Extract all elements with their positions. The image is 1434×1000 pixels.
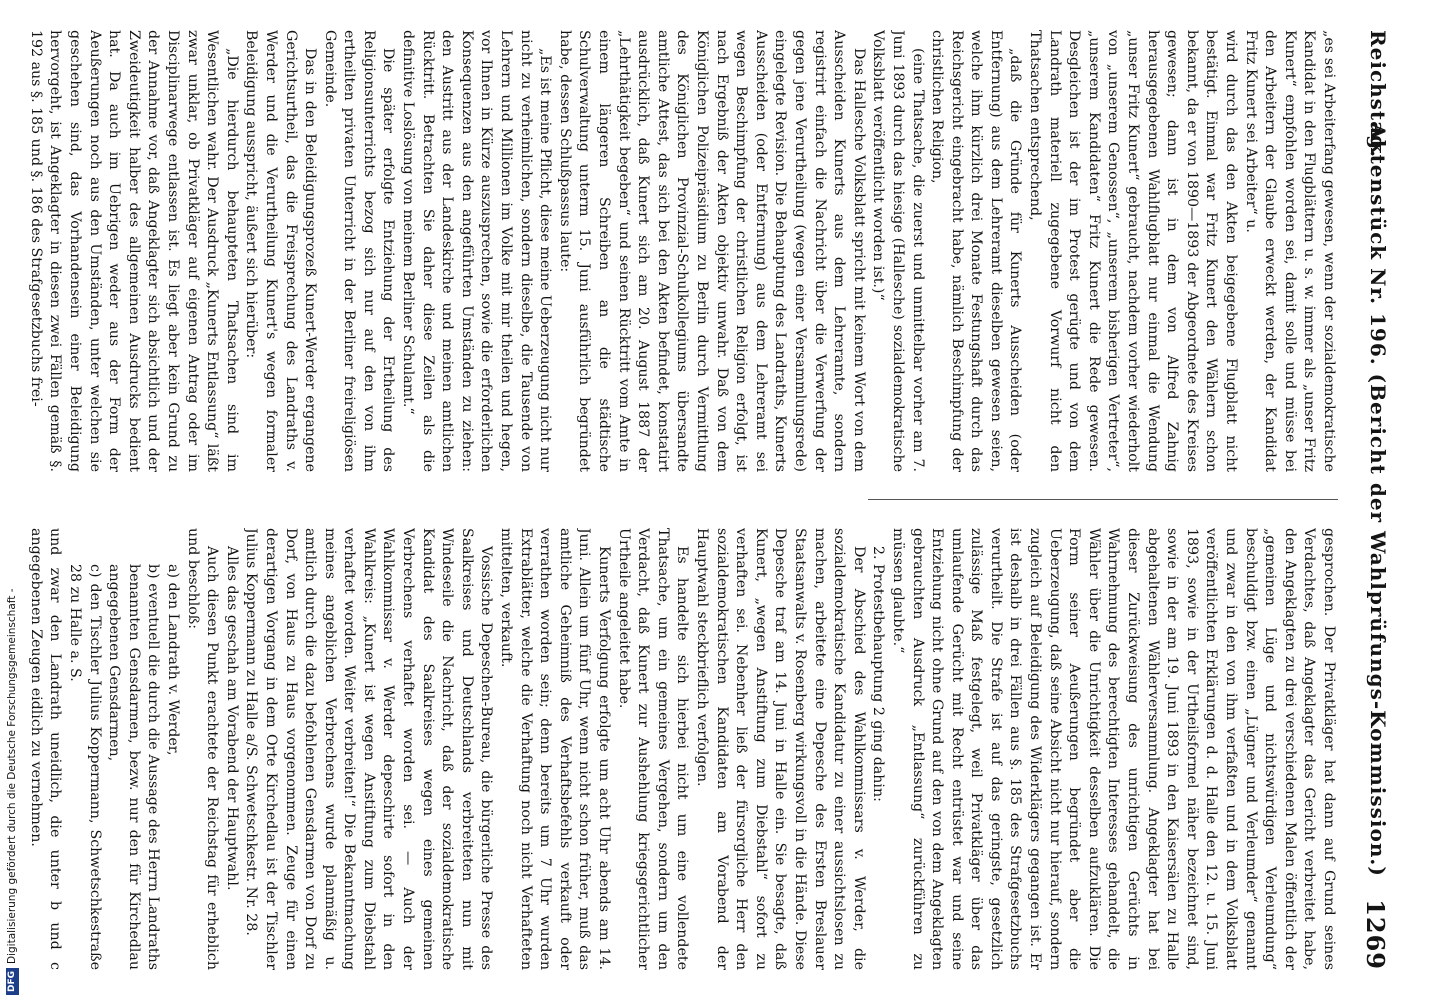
- paragraph: „Es ist meine Pflicht, diese meine Ueberzeugung nicht nur nicht zu verheimlichen, sondern dieselbe, die Tausende von Lehrern und Millionen im Volke mit mir theilen und hegen, vor Ihnen in Kürze auszusprechen, sowie die erforderlichen Konsequenzen aus den angeführten Umständen zu ziehen: den Austritt aus der Landeskirche und meinen amtlichen Rücktritt. Betrachten Sie daher diese Zeilen als die definitive Loslösung von meinem Berliner Schulamt.“: [400, 30, 554, 472]
- paragraph: Kunerts Verfolgung erfolgte um acht Uhr abends am 14. Juni. Allein um fünf Uhr, wenn nicht schon früher, muß das amtliche Geheimniß des Verhaftsbefehls verkauft oder verrathen worden sein; denn bereits um 7 Uhr wurden Extrablätter, welche die Verhaftung noch nicht Verhafteten mittelten, verkauft.: [498, 528, 613, 970]
- paragraph: Alles das geschah am Vorabend der Hauptwahl.: [223, 546, 240, 891]
- list-item: b) eventuell die durch die Aussage des Herrn Landraths benannten Gensdarmen, bezw. nur den für Kirchedlau angegebenen Gensdarmen,: [106, 564, 162, 970]
- paragraph: 2. Protestbehauptung 2 ging dahin:: [870, 546, 887, 802]
- paragraph: „Die hierdurch behaupteten Thatsachen sind im Wesentlichen wahr. Der Ausdruck „Kunerts Entlassung“ läßt zwar unklar, ob Privatkläger auf eigenen Antrag oder im Disciplinarwege entlassen ist. Es liegt aber kein Grund zu der Annahme vor, daß Angeklagter sich absichtlich und der Zweideutigkeit halber des allgemeinen Ausdrucks bedient hat. Da auch im Uebrigen weder aus der Form der Aeußerungen noch aus den Umständen, unter welchen sie geschehen sind, das Vorhandensein einer Beleidigung hervorgeht, ist Angeklagter in diesen zwei Fällen gemäß §. 192 aus §. 185 und §. 186 des Strafgesetzbuchs frei-: [28, 30, 240, 472]
- paragraph: Die später erfolgte Entziehung der Ertheilung des Religionsunterrichts bezog sich nur auf den von ihm ertheilten privaten Unterricht in der Berliner freireligiösen Gemeinde.: [321, 30, 397, 472]
- header-left: Reichstag.: [1366, 30, 1390, 159]
- digitization-credit: [2, 588, 22, 995]
- paragraph: Das in den Beleidigungsprozeß Kunert-Werder ergangene Gerichtsurtheil, das die Freisprechung des Landraths v. Werder und die Verurtheilung Kunert's wegen formaler Beleidigung ausspricht, äußert sich hierüber:: [243, 30, 319, 472]
- running-head: [1356, 30, 1390, 970]
- column-divider: [868, 499, 1338, 500]
- paragraph: Das Hallesche Volksblatt spricht mit keinem Wort von dem Ausscheiden Kunerts aus dem Lehreramte, sondern registrirt einfach die Nachricht über die Verwerfung der gegen jene Verurtheilung (wegen einer Versammlungsrede) eingelegte Revision. Die Behauptung des Landraths, Kunerts Ausscheiden (oder Entfernung) aus dem Lehreramt sei wegen Beschimpfung der christlichen Religion erfolgt, ist nach Ergebniß der Akten objektiv unwahr. Daß von dem Königlichen Polizeipräsidium zu Berlin durch Vermittlung des Königlichen Provinzial-Schulkollegiums übersandte amtliche Attest, das sich bei den Akten befindet, konstatirt ausdrücklich, daß Kunert sich am 20. August 1887 der „Lehrthätigkeit begeben“ und seinen Rücktritt vom Amte in einem längeren Schreiben an die städtische Schulverwaltung unterm 15. Juni ausführlich begründet habe, dessen Schlußpassus laute:: [556, 30, 867, 472]
- rotated-document-page: [8, 0, 1408, 1000]
- paragraph: „es sei Arbeiterfang gewesen, wenn der sozialdemokratische Kandidat in den Flugblättern u. s. w. immer als „unser Fritz Kunert“ empfohlen worden sei, damit solle und müsse bei den Arbeitern der Glaube erweckt werden, der Kandidat Fritz Kunert sei Arbeiter“ u.: [1242, 30, 1337, 472]
- paragraph: Auch diesen Punkt erachtete der Reichstag für erheblich und beschloß:: [184, 528, 221, 970]
- left-column: [28, 30, 1338, 472]
- list-item: c) den Tischler Julius Koppermann, Schwetschkestraße 28 zu Halle a. S.: [67, 564, 103, 970]
- dfg-logo: DFG: [6, 968, 19, 995]
- paragraph: wird durch das den Akten beigegebene Flugblatt nicht bestätigt. Einmal war Fritz Kunert den Wählern schon bekannt, da er von 1890—1893 der Abgeordnete des Kreises gewesen; dann ist in dem von Alfred Zahnig herausgegebenen Wahlflugblatt nur einmal die Wendung „unser Fritz Kunert“ gebraucht, nachdem vorher wiederholt von „unserem Genossen“, „unserem bisherigen Vertreter“, „unserem Kandidaten“ Fritz Kunert die Rede gewesen. Desgleichen ist der im Protest gerügte und von dem Landrath materiell zugegebene Vorwurf nicht den Thatsachen entsprechend,: [1027, 30, 1240, 472]
- digitization-credit-text: Digitalisierung gefördert durch die Deutsche Forschungsgemeinschaft -: [6, 588, 18, 964]
- header-title: Aktenstück Nr. 196. (Bericht der Wahlprüfungs-Kommission.): [1366, 123, 1390, 877]
- paragraph: Vossische Depeschen-Bureau, die bürgerliche Presse des Saalkreises und Deutschlands verbreiteten nun mit Windeseile die Nachricht, daß der sozialdemokratische Kandidat des Saalkreises wegen eines gemeinen Verbrechens verhaftet worden sei. — Auch der Wahlkommissar v. Werder depeschirte sofort in den Wahlkreis: „Kunert ist wegen Anstiftung zum Diebstahl verhaftet worden. Weiter verbreiten!“ Die Bekanntmachung meines angeblichen Verbrechens wurde planmäßig u. amtlich durch die dazu befohlenen Gensdarmen von Dorf zu Dorf, von Haus zu Haus vorgenommen. Zeuge für einen derartigen Vorgang in dem Orte Kirchedlau ist der Tischler Julius Koppermann zu Halle a/S. Schwetschkestr. Nr. 28.: [243, 528, 495, 970]
- paragraph: „daß die Gründe für Kunerts Ausscheiden (oder Entfernung) aus dem Lehreramt dieselben gewesen seien, welche ihm kürzlich drei Monate Festungshaft durch das Reichsgericht eingebracht habe, nämlich Beschimpfung der christlichen Religion,: [929, 30, 1024, 472]
- right-column: [28, 528, 1338, 970]
- paragraph: (eine Thatsache, die zuerst und unmittelbar vorher am 7. Juni 1893 durch das hiesige (Hallesche) sozialdemokratische Volksblatt veröffentlicht worden ist.)“: [870, 30, 926, 472]
- paragraph: Es handelte sich hierbei nicht um eine vollendete Thatsache, um ein gemeines Vergehen, sondern um den Verdacht, daß Kunert zur Aushehlung kriegsgerichtlicher Urtheile angeleitet habe.: [615, 528, 691, 970]
- paragraph: gesprochen. Der Privatkläger hat dann auf Grund seines Verdachtes, daß Angeklagter das Gericht verbreitet habe, den Angeklagten zu drei verschiedenen Malen öffentlich der „gemeinen Lüge und nichtswürdigen Verleumdung“ beschuldigt bzw. einen „Lügner und Verleumder“ genannt und zwar in den von ihm verfaßten und in dem Volksblatt veröffentlichten Erklärungen d. d. Halle den 12. u. 15. Juni 1893, sowie in der Urtheilsformel näher bezeichnet sind, sowie in der am 19. Juni 1893 in den Kaisersälen zu Halle abgehaltenen Wählerversammlung. Angeklagter hat bei dieser Zurückweisung des unrichtigen Gerüchts in Wahrnehmung des berechtigten Interesses gehandelt, die Wähler über die Unrichtigkeit desselben aufzuklären. Die Form seiner Aeußerungen begründet aber die Ueberzeugung, daß seine Absicht nicht nur hierauf, sondern zugleich auf Beleidigung des Widerklägers gegangen ist. Er ist deshalb in drei Fällen aus §. 185 des Strafgesetzbuchs verurtheilt. Die Strafe ist auf das geringste, gesetzlich zulässige Maß festgelegt, weil Privatkläger über das umlaufende Gerücht mit Recht entrüstet war und seine Entziehung nicht ohne Grund auf den von dem Angeklagten gebrauchten Ausdruck „Entlassung“ zurückführen zu müssen glaubte.“: [889, 528, 1337, 970]
- paragraph: und zwar den Landrath uneidlich, die unter b und c angegebenen Zeugen eidlich zu vernehmen.: [28, 528, 64, 970]
- page-number: 1269: [1361, 899, 1390, 970]
- list-item: a) den Landrath v. Werder,: [164, 564, 181, 756]
- paragraph: Der Abschied des Wahlkommissars v. Werder, die sozialdemokratische Kandidatur zu einer aussichtslosen zu machen, arbeitete eine Depesche des Ersten Breslauer Staatsanwalts v. Rosenberg wirkungsvoll in die Hände. Diese Depesche traf am 14. Juni in Halle ein. Sie besagte, daß Kunert, „wegen Anstiftung zum Diebstahl“ sofort zu verhaften sei. Nebenher ließ der fürsorgliche Herr den sozialdemokratischen Kandidaten am Vorabend der Hauptwahl steckbrieflich verfolgen.: [694, 528, 867, 970]
